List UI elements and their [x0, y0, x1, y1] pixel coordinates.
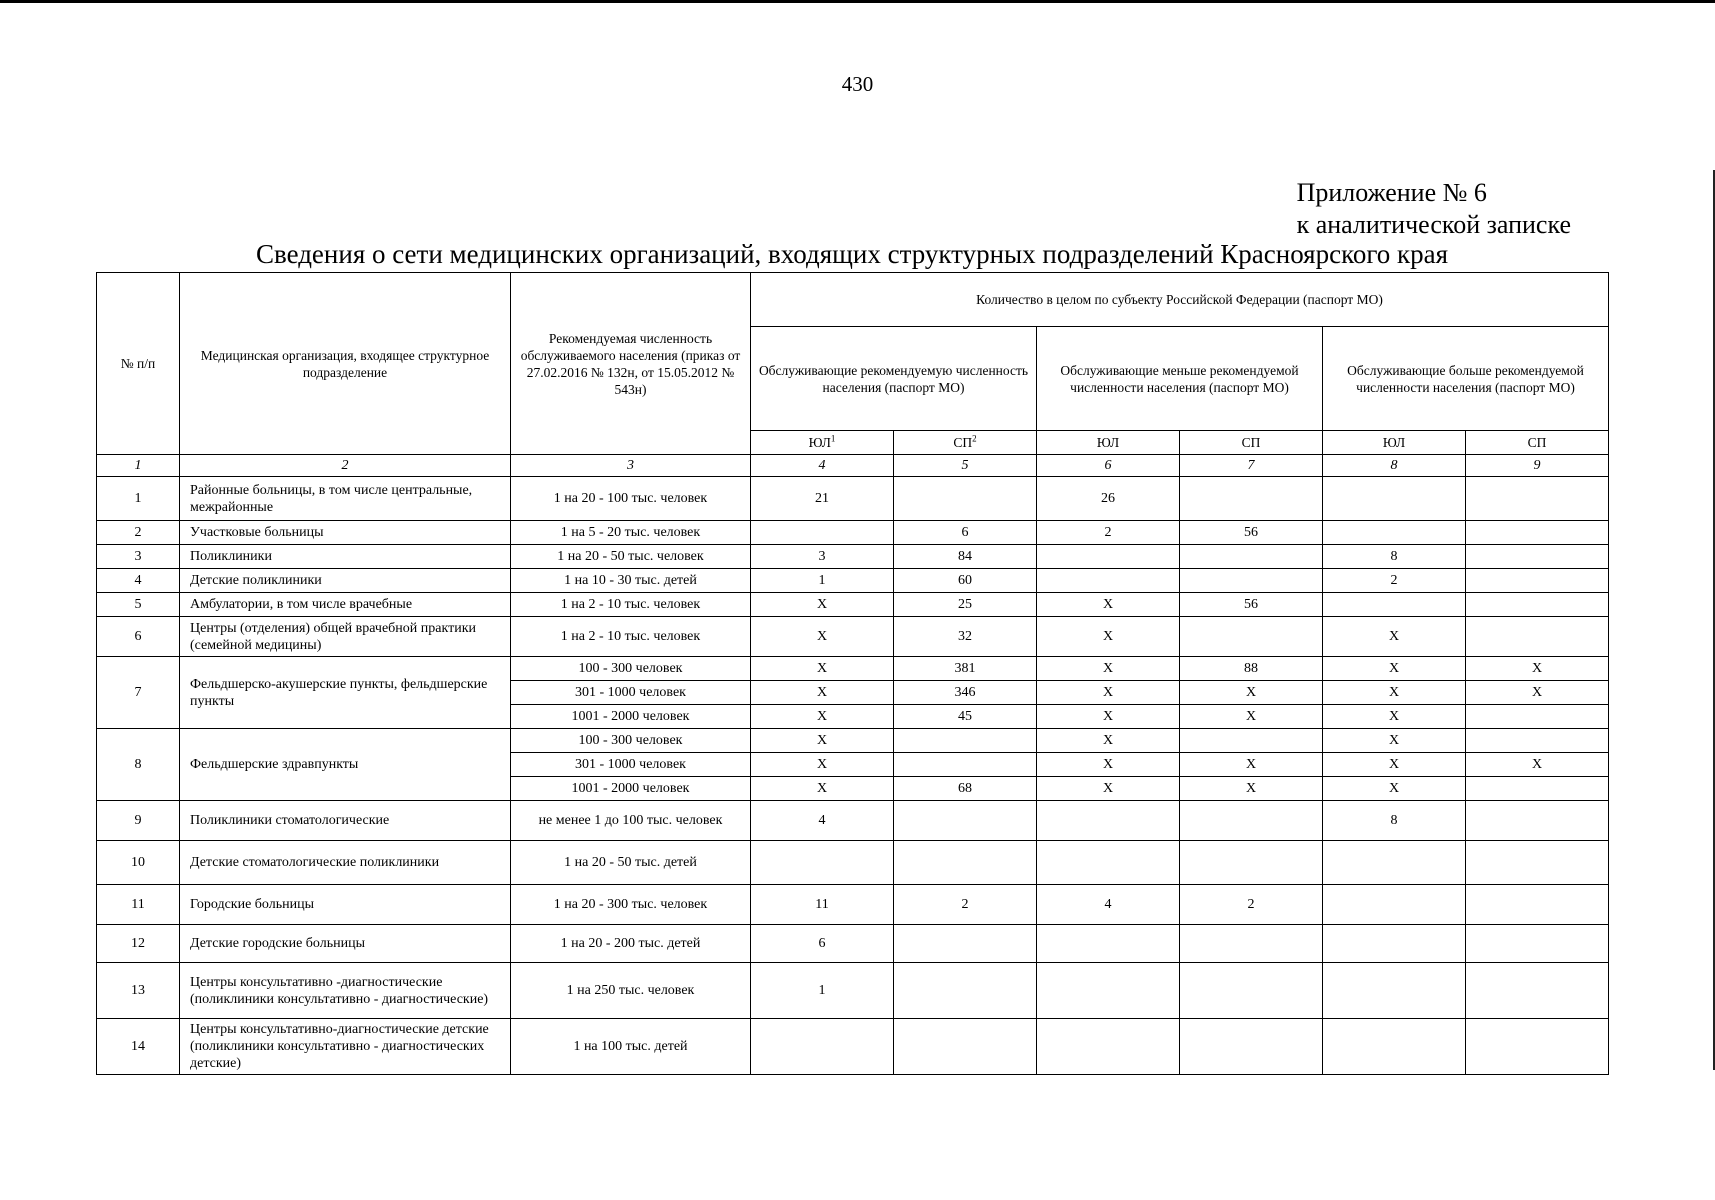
value-cell — [1180, 729, 1323, 753]
header-group-less: Обслуживающие меньше рекомендуемой численности населения (паспорт МО) — [1037, 327, 1323, 431]
value-cell: Х — [751, 593, 894, 617]
organizations-table — [96, 272, 1609, 1075]
value-cell — [1466, 477, 1609, 521]
value-cell — [1466, 1019, 1609, 1075]
recommended-population: 1001 - 2000 человек — [511, 705, 751, 729]
value-cell — [894, 925, 1037, 963]
row-number: 12 — [97, 925, 180, 963]
value-cell — [1037, 925, 1180, 963]
value-cell: Х — [1180, 705, 1323, 729]
value-cell: Х — [1180, 777, 1323, 801]
value-cell: Х — [1323, 705, 1466, 729]
value-cell: Х — [1323, 617, 1466, 657]
table-row — [97, 545, 1609, 569]
table-row — [97, 1019, 1609, 1075]
value-cell: 60 — [894, 569, 1037, 593]
header-group-recommended: Обслуживающие рекомендуемую численность населения (паспорт МО) — [751, 327, 1037, 431]
row-number: 8 — [97, 729, 180, 801]
value-cell: 56 — [1180, 521, 1323, 545]
table-row — [97, 657, 1609, 681]
organization-name: Центры консультативно -диагностические (поликлиники консультативно - диагностические) — [180, 963, 511, 1019]
recommended-population: 1 на 20 - 200 тыс. детей — [511, 925, 751, 963]
value-cell: Х — [1180, 681, 1323, 705]
value-cell — [1323, 841, 1466, 885]
header-sp-5: $СП^2$ — [894, 431, 1037, 455]
value-cell: Х — [751, 617, 894, 657]
value-cell: 11 — [751, 885, 894, 925]
value-cell — [1180, 963, 1323, 1019]
header-recommended-population: Рекомендуемая численность обслуживаемого населения (приказ от 27.02.2016 № 132н, от 15.05.2012 № 543н) — [511, 273, 751, 455]
recommended-population: 1 на 10 - 30 тыс. детей — [511, 569, 751, 593]
value-cell: 346 — [894, 681, 1037, 705]
value-cell: 6 — [894, 521, 1037, 545]
row-number: 4 — [97, 569, 180, 593]
value-cell: Х — [1323, 777, 1466, 801]
column-index-cell: 9 — [1466, 455, 1609, 477]
row-number: 7 — [97, 657, 180, 729]
value-cell — [894, 801, 1037, 841]
recommended-population: 1 на 2 - 10 тыс. человек — [511, 593, 751, 617]
row-number: 6 — [97, 617, 180, 657]
recommended-population: 301 - 1000 человек — [511, 753, 751, 777]
document-title: Сведения о сети медицинских организаций, входящих структурных подразделений Красноярского края — [255, 239, 1449, 269]
row-number: 5 — [97, 593, 180, 617]
header-total: Количество в целом по субъекту Российской Федерации (паспорт МО) — [751, 273, 1609, 327]
value-cell — [1037, 569, 1180, 593]
recommended-population: 1 на 20 - 100 тыс. человек — [511, 477, 751, 521]
column-index-cell: 1 — [97, 455, 180, 477]
header-yul-8: ЮЛ — [1323, 431, 1466, 455]
table-row — [97, 885, 1609, 925]
table-row — [97, 841, 1609, 885]
value-cell — [1466, 729, 1609, 753]
column-index-row — [97, 455, 1609, 477]
value-cell: 6 — [751, 925, 894, 963]
column-index-cell: 7 — [1180, 455, 1323, 477]
value-cell: 84 — [894, 545, 1037, 569]
row-number: 13 — [97, 963, 180, 1019]
value-cell — [1037, 545, 1180, 569]
value-cell: 88 — [1180, 657, 1323, 681]
value-cell — [1323, 925, 1466, 963]
appendix-label — [1297, 177, 1571, 241]
value-cell: Х — [1323, 657, 1466, 681]
value-cell: Х — [751, 729, 894, 753]
value-cell: 32 — [894, 617, 1037, 657]
value-cell: Х — [1037, 753, 1180, 777]
value-cell — [1466, 569, 1609, 593]
recommended-population: 1 на 5 - 20 тыс. человек — [511, 521, 751, 545]
recommended-population: 301 - 1000 человек — [511, 681, 751, 705]
value-cell: Х — [751, 705, 894, 729]
value-cell — [1180, 1019, 1323, 1075]
page-number: 430 — [841, 72, 874, 96]
value-cell — [894, 841, 1037, 885]
value-cell: Х — [1466, 681, 1609, 705]
recommended-population: 100 - 300 человек — [511, 729, 751, 753]
table-row — [97, 729, 1609, 753]
organization-name: Центры (отделения) общей врачебной практики (семейной медицины) — [180, 617, 511, 657]
value-cell: 68 — [894, 777, 1037, 801]
value-cell: Х — [751, 657, 894, 681]
value-cell: 45 — [894, 705, 1037, 729]
organization-name: Амбулатории, в том числе врачебные — [180, 593, 511, 617]
value-cell — [1466, 593, 1609, 617]
header-organization: Медицинская организация, входящее структурное подразделение — [180, 273, 511, 455]
value-cell — [894, 1019, 1037, 1075]
value-cell — [1037, 1019, 1180, 1075]
value-cell: 26 — [1037, 477, 1180, 521]
table-row — [97, 963, 1609, 1019]
organization-name: Поликлиники стоматологические — [180, 801, 511, 841]
organization-name: Поликлиники — [180, 545, 511, 569]
recommended-population: 1 на 20 - 300 тыс. человек — [511, 885, 751, 925]
value-cell: Х — [1180, 753, 1323, 777]
recommended-population: 1001 - 2000 человек — [511, 777, 751, 801]
organization-name: Фельдшерские здравпункты — [180, 729, 511, 801]
organization-name: Районные больницы, в том числе центральные, межрайонные — [180, 477, 511, 521]
table-row — [97, 801, 1609, 841]
column-index-cell: 2 — [180, 455, 511, 477]
value-cell: 2 — [894, 885, 1037, 925]
column-index-cell: 8 — [1323, 455, 1466, 477]
value-cell: Х — [1037, 777, 1180, 801]
value-cell — [1466, 925, 1609, 963]
value-cell — [894, 729, 1037, 753]
value-cell — [1323, 593, 1466, 617]
value-cell: Х — [1037, 617, 1180, 657]
recommended-population: 1 на 250 тыс. человек — [511, 963, 751, 1019]
value-cell — [1323, 477, 1466, 521]
value-cell: 2 — [1323, 569, 1466, 593]
value-cell: Х — [1466, 753, 1609, 777]
value-cell: 3 — [751, 545, 894, 569]
value-cell — [751, 841, 894, 885]
row-number: 9 — [97, 801, 180, 841]
value-cell: Х — [1323, 681, 1466, 705]
recommended-population: 100 - 300 человек — [511, 657, 751, 681]
column-index-cell: 5 — [894, 455, 1037, 477]
appendix-line-1: Приложение № 6 — [1296, 178, 1487, 207]
value-cell — [1466, 545, 1609, 569]
value-cell — [1037, 963, 1180, 1019]
value-cell — [1323, 885, 1466, 925]
recommended-population: 1 на 2 - 10 тыс. человек — [511, 617, 751, 657]
value-cell: Х — [751, 753, 894, 777]
value-cell — [1180, 841, 1323, 885]
organization-name: Детские городские больницы — [180, 925, 511, 963]
value-cell: 21 — [751, 477, 894, 521]
value-cell: 8 — [1323, 545, 1466, 569]
value-cell — [1037, 801, 1180, 841]
recommended-population: 1 на 100 тыс. детей — [511, 1019, 751, 1075]
value-cell — [1466, 801, 1609, 841]
value-cell: Х — [1037, 729, 1180, 753]
header-sp-9: СП — [1466, 431, 1609, 455]
value-cell — [1323, 963, 1466, 1019]
value-cell — [1466, 841, 1609, 885]
column-index-cell: 4 — [751, 455, 894, 477]
value-cell: 25 — [894, 593, 1037, 617]
value-cell: Х — [1037, 681, 1180, 705]
value-cell — [1466, 777, 1609, 801]
value-cell — [1466, 617, 1609, 657]
value-cell: Х — [1037, 657, 1180, 681]
value-cell: 2 — [1037, 521, 1180, 545]
table-row — [97, 593, 1609, 617]
value-cell — [1180, 569, 1323, 593]
organization-name: Участковые больницы — [180, 521, 511, 545]
organization-name: Городские больницы — [180, 885, 511, 925]
value-cell — [894, 963, 1037, 1019]
value-cell: 4 — [751, 801, 894, 841]
organization-name: Детские поликлиники — [180, 569, 511, 593]
table-row — [97, 925, 1609, 963]
value-cell — [1323, 521, 1466, 545]
organization-name: Детские стоматологические поликлиники — [180, 841, 511, 885]
value-cell — [1180, 545, 1323, 569]
value-cell: Х — [1037, 705, 1180, 729]
value-cell: Х — [751, 681, 894, 705]
value-cell — [1180, 925, 1323, 963]
row-number: 3 — [97, 545, 180, 569]
value-cell: Х — [751, 777, 894, 801]
row-number: 14 — [97, 1019, 180, 1075]
value-cell — [1466, 521, 1609, 545]
value-cell: 1 — [751, 963, 894, 1019]
header-group-more: Обслуживающие больше рекомендуемой численности населения (паспорт МО) — [1323, 327, 1609, 431]
value-cell: Х — [1466, 657, 1609, 681]
table-row — [97, 617, 1609, 657]
column-index-cell: 3 — [511, 455, 751, 477]
table-row — [97, 521, 1609, 545]
value-cell — [1466, 885, 1609, 925]
value-cell — [1180, 477, 1323, 521]
header-yul-6: ЮЛ — [1037, 431, 1180, 455]
top-border — [0, 0, 1715, 3]
value-cell: 8 — [1323, 801, 1466, 841]
value-cell: 4 — [1037, 885, 1180, 925]
value-cell — [1466, 705, 1609, 729]
organization-name: Центры консультативно-диагностические детские (поликлиники консультативно - диагностических детские) — [180, 1019, 511, 1075]
appendix-line-2: к аналитической записке — [1296, 210, 1571, 239]
header-sp-7: СП — [1180, 431, 1323, 455]
row-number: 1 — [97, 477, 180, 521]
table-row — [97, 477, 1609, 521]
header-yul-4: $ЮЛ^1$ — [751, 431, 894, 455]
row-number: 10 — [97, 841, 180, 885]
value-cell — [1323, 1019, 1466, 1075]
header-num: № п/п — [97, 273, 180, 455]
value-cell: Х — [1323, 729, 1466, 753]
value-cell: Х — [1037, 593, 1180, 617]
organization-name: Фельдшерско-акушерские пункты, фельдшерские пункты — [180, 657, 511, 729]
value-cell — [1037, 841, 1180, 885]
column-index-cell: 6 — [1037, 455, 1180, 477]
value-cell — [751, 1019, 894, 1075]
value-cell: 381 — [894, 657, 1037, 681]
value-cell — [1180, 617, 1323, 657]
row-number: 2 — [97, 521, 180, 545]
value-cell: 56 — [1180, 593, 1323, 617]
recommended-population: 1 на 20 - 50 тыс. детей — [511, 841, 751, 885]
value-cell — [1466, 963, 1609, 1019]
value-cell — [894, 753, 1037, 777]
value-cell: 1 — [751, 569, 894, 593]
row-number: 11 — [97, 885, 180, 925]
recommended-population: не менее 1 до 100 тыс. человек — [511, 801, 751, 841]
value-cell: 2 — [1180, 885, 1323, 925]
value-cell — [894, 477, 1037, 521]
table-row — [97, 569, 1609, 593]
value-cell: Х — [1323, 753, 1466, 777]
value-cell — [1180, 801, 1323, 841]
recommended-population: 1 на 20 - 50 тыс. человек — [511, 545, 751, 569]
value-cell — [751, 521, 894, 545]
